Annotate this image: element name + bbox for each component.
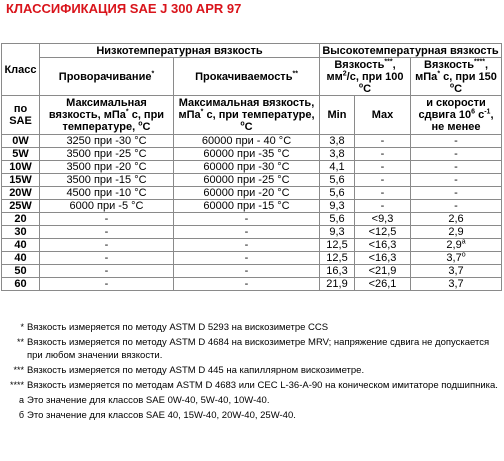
footnote-text: Вязкость измеряется по методу ASTM D 5293 на вискозиметре CCS (27, 322, 329, 333)
pumping-cell: - (174, 226, 320, 239)
class-cell: 15W (2, 174, 40, 187)
hths-cell: - (411, 200, 502, 213)
hths-cell: - (411, 135, 502, 148)
min-header: Min (320, 96, 355, 135)
table-row (2, 161, 502, 174)
max-cell: <16,3 (355, 239, 411, 252)
min-cell: 12,5 (320, 252, 355, 265)
class-cell: 25W (2, 200, 40, 213)
min-cell: 3,8 (320, 148, 355, 161)
max-cell: - (355, 174, 411, 187)
footnote (10, 321, 500, 334)
footnote (10, 364, 500, 377)
class-cell: 20 (2, 213, 40, 226)
cranking-cell: - (40, 239, 174, 252)
shear-rate-header: и скорости сдвига $10^6$ $с^{-1}$, не менее (411, 96, 502, 135)
class-cell: 0W (2, 135, 40, 148)
max-cell: <21,9 (355, 265, 411, 278)
pumping-cell: - (174, 265, 320, 278)
table-row (2, 148, 502, 161)
footnote-text: Это значение для классов SAE 0W-40, 5W-40, 10W-40. (27, 395, 270, 406)
cranking-cell: 3500 при -15 °C (40, 174, 174, 187)
max-header: Max (355, 96, 411, 135)
hths-cell: 2,6 (411, 213, 502, 226)
class-cell: 20W (2, 187, 40, 200)
class-cell: 40 (2, 239, 40, 252)
footnote (10, 379, 500, 392)
cranking-cell: - (40, 213, 174, 226)
class-cell: 5W (2, 148, 40, 161)
footnote-mark: *** (13, 365, 24, 375)
hths-cell: - (411, 148, 502, 161)
footnotes (10, 321, 500, 424)
max-cell: - (355, 200, 411, 213)
pumping-cell: 60000 при -20 °C (174, 187, 320, 200)
hths-viscosity-header: Вязкость****, мПа* с, при 150 $^o$C (411, 58, 502, 96)
min-cell: 9,3 (320, 200, 355, 213)
pumping-cell: - (174, 213, 320, 226)
cranking-cell: - (40, 226, 174, 239)
max-cell: <16,3 (355, 252, 411, 265)
table-row (2, 174, 502, 187)
min-cell: 3,8 (320, 135, 355, 148)
class-cell: 10W (2, 161, 40, 174)
page-title: КЛАССИФИКАЦИЯ SAE J 300 APR 97 (6, 1, 242, 16)
max-cell: - (355, 148, 411, 161)
footnote-mark: б (18, 410, 24, 420)
footnote-mark: **** (10, 380, 25, 390)
footnote-text: Вязкость измеряется по методу ASTM D 4684 на вискозиметре MRV; напряжение сдвига не допускается при любом значении вязкости. (27, 337, 490, 361)
header-row-3 (2, 96, 502, 135)
min-cell: 16,3 (320, 265, 355, 278)
pumping-cell: - (174, 252, 320, 265)
pumping-cell: 60000 при -15 °C (174, 200, 320, 213)
class-header: Класс (2, 44, 40, 96)
class-cell: 50 (2, 265, 40, 278)
max-cell: <9,3 (355, 213, 411, 226)
kinematic-viscosity-header: Вязкость***, $мм^2/c$, при 100 $^o$C (320, 58, 411, 96)
max-cell: <26,1 (355, 278, 411, 291)
footnote-mark: * (20, 322, 24, 332)
hths-cell: - (411, 187, 502, 200)
footnote-mark: a (18, 395, 24, 405)
hths-cell: 2,9 (411, 226, 502, 239)
table-row (2, 252, 502, 265)
pumping-cell: 60000 при -25 °C (174, 174, 320, 187)
hths-cell: 2,9$^a$ (411, 239, 502, 252)
hths-cell: 3,7$^o$ (411, 252, 502, 265)
table-row (2, 213, 502, 226)
cranking-cell: 3500 при -25 °C (40, 148, 174, 161)
min-cell: 4,1 (320, 161, 355, 174)
pumping-cell: 60000 при -30 °C (174, 161, 320, 174)
pumping-cell: 60000 при - 40 °C (174, 135, 320, 148)
table-row (2, 200, 502, 213)
max-cell: - (355, 161, 411, 174)
hths-cell: - (411, 161, 502, 174)
pumping-cell: - (174, 239, 320, 252)
min-cell: 9,3 (320, 226, 355, 239)
high-temp-group-header: Высокотемпературная вязкость (320, 44, 502, 58)
footnote-text: Это значение для классов SAE 40, 15W-40, 20W-40, 25W-40. (27, 410, 296, 421)
cranking-cell: 6000 при -5 °C (40, 200, 174, 213)
class-cell: 60 (2, 278, 40, 291)
cranking-cell: 3250 при -30 °C (40, 135, 174, 148)
min-cell: 5,6 (320, 213, 355, 226)
sae-classification-table (1, 43, 502, 291)
cranking-header: Проворачивание* (40, 58, 174, 96)
pumping-header: Прокачиваемость** (174, 58, 320, 96)
table-row (2, 226, 502, 239)
max-cell: - (355, 135, 411, 148)
table-row (2, 239, 502, 252)
footnote-text: Вязкость измеряется по методам ASTM D 4683 или CEC L-36-A-90 на коническом имитаторе подшипника. (27, 380, 498, 391)
cranking-cell: - (40, 252, 174, 265)
footnote (10, 409, 500, 422)
hths-cell: 3,7 (411, 265, 502, 278)
footnote-text: Вязкость измеряется по методу ASTM D 445 на капиллярном вискозиметре. (27, 365, 365, 376)
hths-cell: - (411, 174, 502, 187)
cranking-cell: - (40, 278, 174, 291)
max-cell: - (355, 187, 411, 200)
pumping-cell: 60000 при -35 °C (174, 148, 320, 161)
pumping-max-header: Максимальная вязкость, мПа* с, при температуре, $^o$C (174, 96, 320, 135)
cranking-cell: 3500 при -20 °C (40, 161, 174, 174)
footnote (10, 336, 500, 362)
table-row (2, 278, 502, 291)
max-cell: <12,5 (355, 226, 411, 239)
table-row (2, 265, 502, 278)
min-cell: 12,5 (320, 239, 355, 252)
hths-cell: 3,7 (411, 278, 502, 291)
cranking-cell: 4500 при -10 °C (40, 187, 174, 200)
class-cell: 40 (2, 252, 40, 265)
min-cell: 21,9 (320, 278, 355, 291)
header-row-1 (2, 44, 502, 58)
class-cell: 30 (2, 226, 40, 239)
min-cell: 5,6 (320, 174, 355, 187)
table-row (2, 187, 502, 200)
min-cell: 5,6 (320, 187, 355, 200)
cranking-max-header: Максимальная вязкость, мПа* с, при температуре, $^o$C (40, 96, 174, 135)
table-row (2, 135, 502, 148)
header-row-2 (2, 58, 502, 96)
cranking-cell: - (40, 265, 174, 278)
footnote (10, 394, 500, 407)
pumping-cell: - (174, 278, 320, 291)
low-temp-group-header: Низкотемпературная вязкость (40, 44, 320, 58)
sae-header: по SAE (2, 96, 40, 135)
footnote-mark: ** (16, 337, 24, 347)
